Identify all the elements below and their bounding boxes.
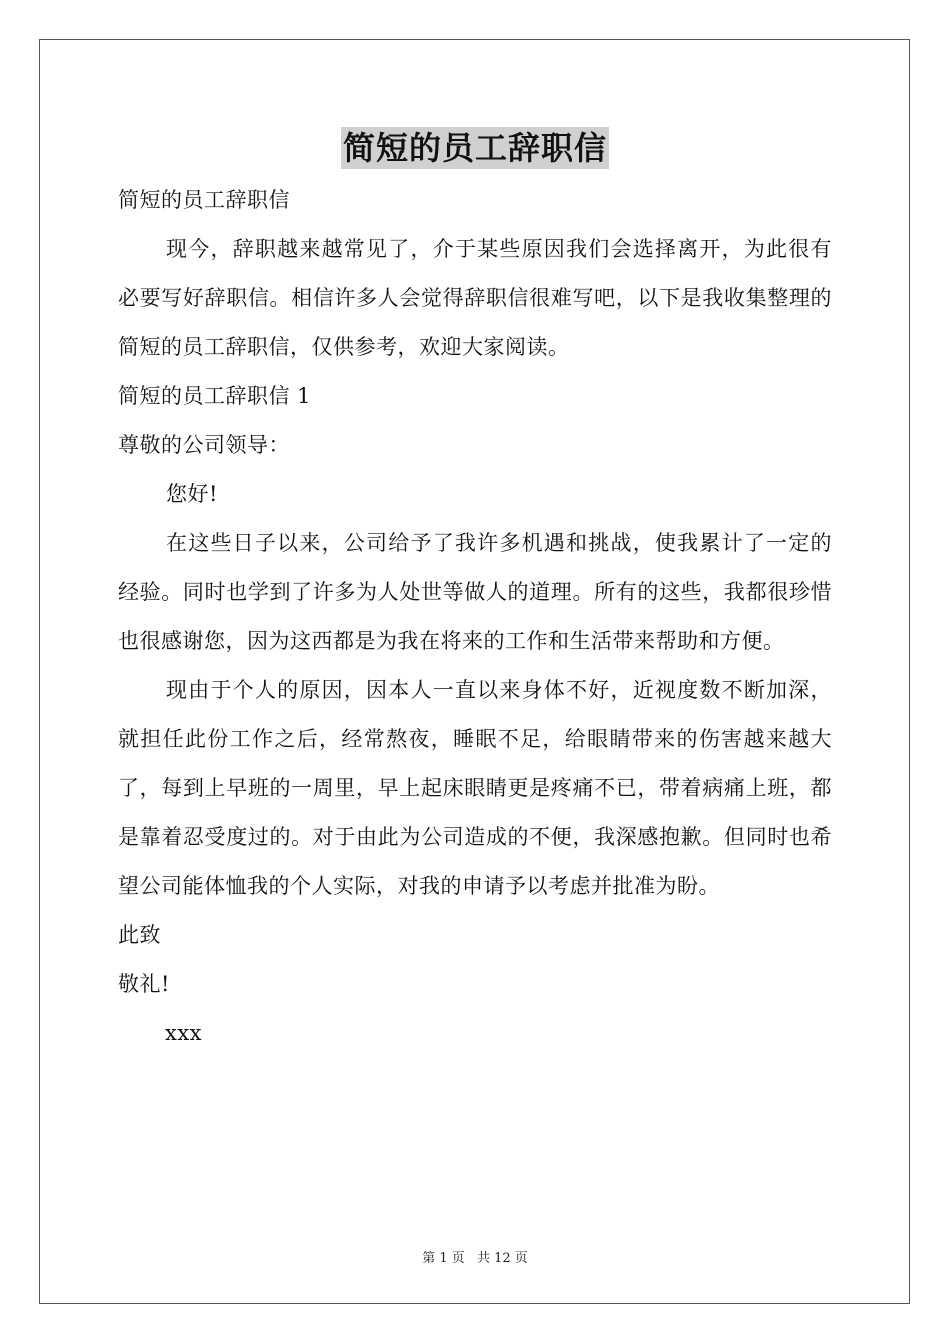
closing-line: 此致: [118, 923, 161, 947]
page-total: 共 12 页: [476, 1251, 528, 1266]
document-subtitle: 简短的员工辞职信: [118, 188, 290, 212]
signature: xxx: [165, 1021, 203, 1045]
title-container: [0, 127, 950, 169]
body-paragraph: 现由于个人的原因，因本人一直以来身体不好，近视度数不断加深，就担任此份工作之后，经常熬夜，睡眠不足，给眼睛带来的伤害越来越大了，每到上早班的一周里，早上起床眼睛更是疼痛不已，带着病痛上班，都是靠着忍受度过的。对于由此为公司造成的不便，我深感抱歉。但同时也希望公司能体恤我的个人实际，对我的申请予以考虑并批准为盼。: [118, 678, 832, 898]
intro-paragraph: 现今，辞职越来越常见了，介于某些原因我们会选择离开，为此很有必要写好辞职信。相信许多人会觉得辞职信很难写吧，以下是我收集整理的简短的员工辞职信，仅供参考，欢迎大家阅读。: [118, 237, 832, 359]
closing-regards: 敬礼!: [118, 972, 170, 996]
body-paragraph: 在这些日子以来，公司给予了我许多机遇和挑战，使我累计了一定的经验。同时也学到了许多为人处世等做人的道理。所有的这些，我都很珍惜也很感谢您，因为这西都是为我在将来的工作和生活带来帮助和方便。: [118, 531, 832, 653]
page-footer: [0, 1247, 950, 1266]
page-number: 第 1 页: [422, 1251, 465, 1266]
section-heading: 简短的员工辞职信 1: [118, 384, 312, 408]
salutation: 尊敬的公司领导：: [118, 433, 290, 457]
document-title: 简短的员工辞职信: [342, 129, 607, 167]
document-body: [118, 176, 832, 1058]
greeting: 您好!: [166, 482, 218, 506]
